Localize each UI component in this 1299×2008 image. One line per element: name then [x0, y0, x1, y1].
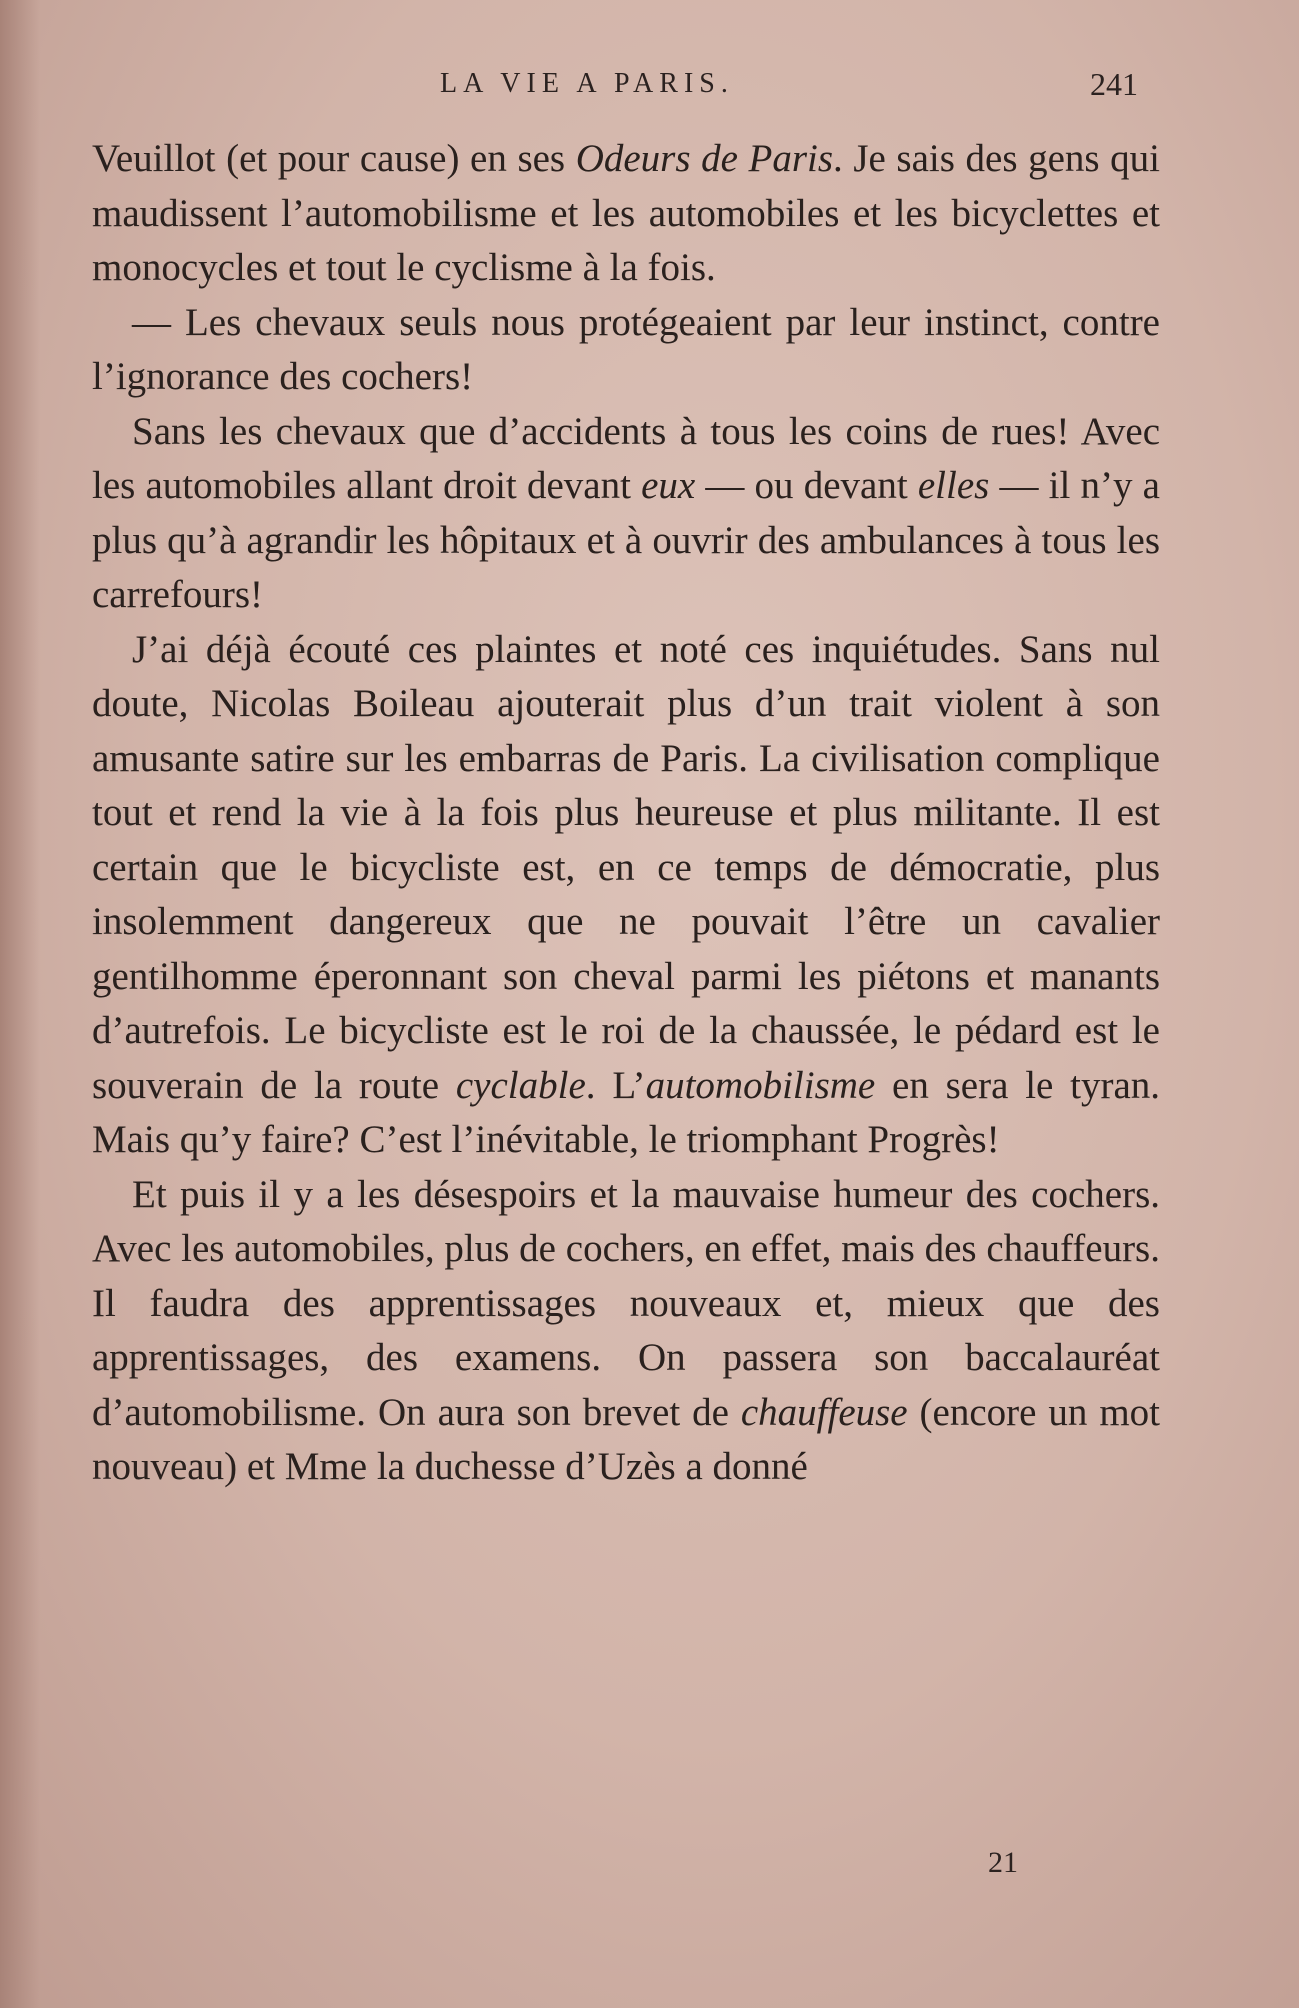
text-run: en sera le tyran. Mais qu’y faire? C’est l’inévitable, le triomphant Progrès! — [92, 1063, 1161, 1161]
signature-mark: 21 — [988, 1846, 1018, 1879]
text-run: Sans les chevaux que d’accidents à tous les coins de rues! Avec les automobiles allant droit devant — [92, 409, 1160, 507]
italic-text: chauffeuse — [740, 1390, 908, 1434]
italic-text: Odeurs de Paris — [575, 137, 834, 180]
text-run: — il n’y a plus qu’à agrandir les hôpitaux et à ouvrir des ambulances à tous les carrefours! — [92, 464, 1160, 616]
text-run: Veuillot (et pour cause) en ses — [92, 137, 576, 180]
page-gutter-shadow — [0, 0, 40, 2008]
text-run: . Je sais des gens qui maudissent l’automobilisme et les automobiles et les bicyclettes et monocycles et tout le cyclisme à la fois. — [92, 137, 1160, 289]
paragraph — [92, 1168, 1160, 1495]
running-title: LA VIE A PARIS. — [440, 68, 734, 99]
paragraph — [92, 405, 1160, 623]
text-run: . L’ — [585, 1063, 646, 1107]
page-number: 241 — [1090, 66, 1138, 102]
text-run: — ou devant — [695, 464, 918, 507]
text-run: J’ai déjà écouté ces plaintes et noté ces inquiétudes. Sans nul doute, Nicolas Boileau ajouterait plus d’un trait violent à son amusante satire sur les embarras de Paris. La civilisation complique tout et rend la vie à la fois plus heureuse et plus militante. Il est certain que le bicycliste est, en ce temps de démocratie, plus insolemment dangereux que ne pouvait l’être un cavalier gentilhomme éperonnant son cheval parmi les piétons et manants d’autrefois. Le bicycliste est le roi de la chaussée, le pédard est le souverain de la route — [92, 627, 1160, 1107]
text-run: Et puis il y a les désespoirs et la mauvaise humeur des cochers. Avec les automobiles, plus de cochers, en effet, mais des chauffeurs. Il faudra des apprentissages nouveaux et, mieux que des apprentissages, des examens. On passera son baccalauréat d’automobilisme. On aura son brevet de — [92, 1172, 1160, 1434]
italic-text: cyclable — [455, 1063, 586, 1107]
paragraph — [92, 132, 1160, 296]
italic-text: eux — [641, 464, 696, 507]
paragraph — [92, 296, 1160, 405]
paragraph — [92, 623, 1160, 1168]
text-run: — Les chevaux seuls nous protégeaient par leur instinct, contre l’ignorance des cochers! — [92, 300, 1160, 398]
italic-text: automobilisme — [645, 1063, 876, 1107]
body-text — [92, 132, 1160, 1495]
italic-text: elles — [917, 464, 990, 507]
text-run: (encore un mot nouveau) et Mme la duchesse d’Uzès a donné — [92, 1390, 1160, 1488]
